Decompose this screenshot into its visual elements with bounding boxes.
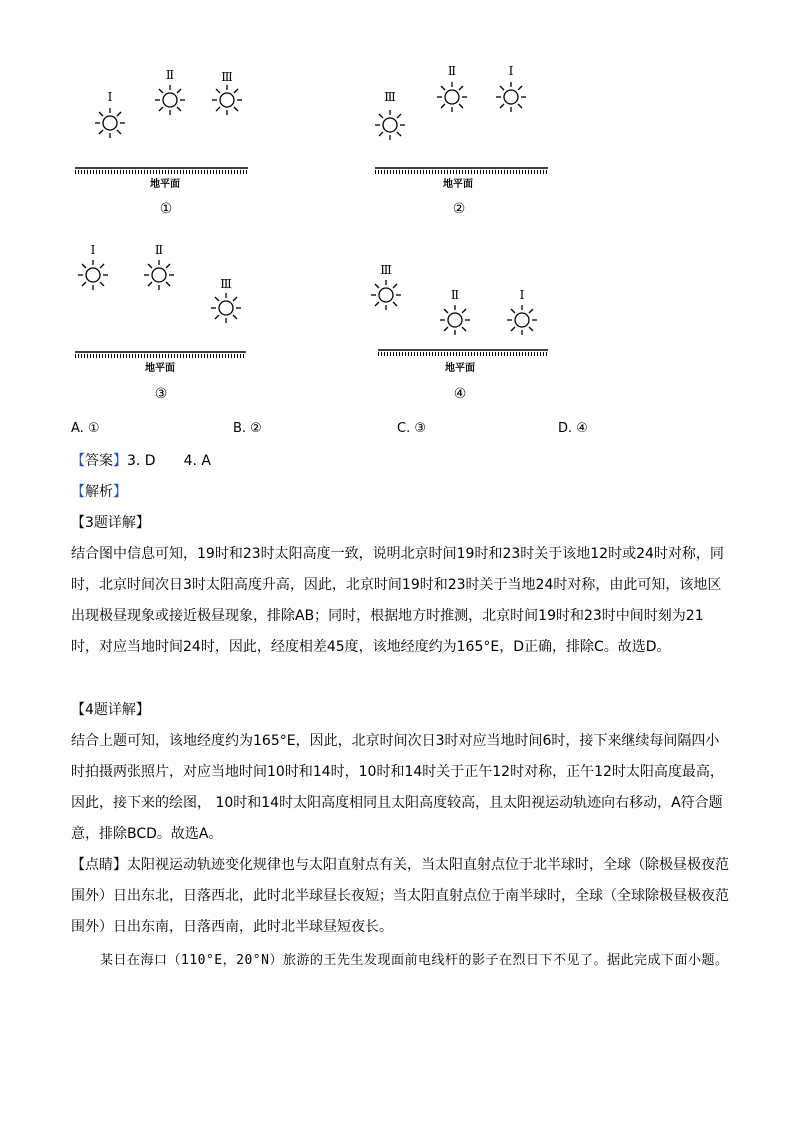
sun-label: Ⅰ <box>508 64 514 78</box>
figure-panel-1 <box>70 55 310 220</box>
sun-label: Ⅱ <box>154 243 164 257</box>
sun-label: Ⅱ <box>450 288 460 302</box>
q4-explanation: 结合上题可知，该地经度约为165°E，因此，北京时间次日3时对应当地时间6时，接下来继续每间隔四小时拍摄两张照片，对应当地时间10时和14时，10时和14时关于正午12时对称，正午12时太阳高度最高，因此，接下来的绘图， 10时和14时太阳高度相同且太阳高度较高，且太阳视运动轨迹向右移动，A符合题意，排除BCD。故选A。 <box>71 733 724 842</box>
option-b: B. ② <box>233 421 262 436</box>
sun-icon <box>95 108 125 138</box>
panel-number: ① <box>159 201 173 217</box>
answer-tag: 【答案】 <box>71 453 127 469</box>
sun-icon <box>211 293 241 323</box>
ground-label: 地平面 <box>443 179 473 190</box>
sun-position-figures <box>60 55 620 415</box>
sun-label: Ⅱ <box>447 64 457 78</box>
answer-line <box>71 446 731 477</box>
ground-line <box>75 168 248 172</box>
ground-line <box>75 352 246 356</box>
tip-paragraph <box>71 850 731 943</box>
panel-1-drawing <box>70 55 310 220</box>
sun-label: Ⅰ <box>519 288 525 302</box>
ground-label: 地平面 <box>145 363 175 374</box>
sun-icon <box>375 110 405 140</box>
sun-icon <box>437 82 467 112</box>
ground-label: 地平面 <box>150 179 180 190</box>
q3-tag-text: 3题详解 <box>85 515 136 531</box>
option-d: D. ④ <box>558 421 588 436</box>
figure-panel-3 <box>70 240 310 405</box>
sun-icon <box>371 280 401 310</box>
sun-icon <box>155 85 185 115</box>
q3-explanation: 结合图中信息可知，19时和23时太阳高度一致，说明北京时间19时和23时关于该地12时或24时对称，同时，北京时间次日3时太阳高度升高，因此，北京时间19时和23时关于当地24时对称，由此可知，该地区出现极昼现象或接近极昼现象，排除AB；同时，根据地方时推测，北京时间19时和23时中间时刻为21时，对应当地时间24时，因此，经度相差45度，该地经度约为165°E，D正确，排除C。故选D。 <box>71 546 724 655</box>
analysis-tag-text: 解析 <box>85 484 113 500</box>
next-question-intro: 某日在海口（110°E，20°N）旅游的王先生发现面前电线杆的影子在烈日下不见了。据此完成下面小题。 <box>100 953 729 968</box>
q3-tag: 【3题详解】 <box>71 515 150 531</box>
analysis-tag: 【解析】 <box>71 484 127 500</box>
option-c: C. ③ <box>397 421 426 436</box>
tip-tag: 【点睛】 <box>71 857 127 873</box>
ground-line <box>375 168 548 172</box>
option-a: A. ① <box>71 421 100 436</box>
q3-heading <box>71 508 731 539</box>
tip-text: 太阳视运动轨迹变化规律也与太阳直射点有关，当太阳直射点位于北半球时，全球（除极昼极夜范围外）日出东北，日落西北，此时北半球昼长夜短；当太阳直射点位于南半球时，全球（全球除极昼极夜范围外）日出东南，日落西南，此时北半球昼短夜长。 <box>71 857 729 935</box>
ground-line <box>378 350 548 354</box>
sun-icon <box>212 85 242 115</box>
panel-4-drawing <box>370 240 610 405</box>
sun-label: Ⅱ <box>165 68 175 82</box>
panel-2-drawing <box>370 55 610 220</box>
sun-label: Ⅲ <box>221 70 233 84</box>
ground-label: 地平面 <box>445 363 475 374</box>
tip-tag-text: 点睛 <box>85 857 113 873</box>
answer-text: 3. D 4. A <box>127 453 211 469</box>
figure-panel-2 <box>370 55 610 220</box>
sun-icon <box>144 260 174 290</box>
sun-label: Ⅰ <box>107 90 113 104</box>
sun-label: Ⅲ <box>380 263 392 277</box>
sun-icon <box>78 260 108 290</box>
panel-number: ② <box>452 201 466 217</box>
sun-label: Ⅲ <box>220 277 232 291</box>
figure-panel-4 <box>370 240 610 405</box>
sun-icon <box>496 82 526 112</box>
analysis-heading <box>71 477 731 508</box>
sun-icon <box>440 305 470 335</box>
q4-tag-text: 4题详解 <box>85 702 136 718</box>
answer-tag-text: 答案 <box>85 453 113 469</box>
sun-icon <box>507 305 537 335</box>
q4-tag: 【4题详解】 <box>71 702 150 718</box>
panel-number: ③ <box>154 386 168 402</box>
sun-label: Ⅰ <box>90 243 96 257</box>
panel-number: ④ <box>453 386 467 402</box>
panel-3-drawing <box>70 240 310 405</box>
sun-label: Ⅲ <box>384 90 396 104</box>
answer-options <box>71 421 731 443</box>
q4-heading <box>71 695 731 726</box>
